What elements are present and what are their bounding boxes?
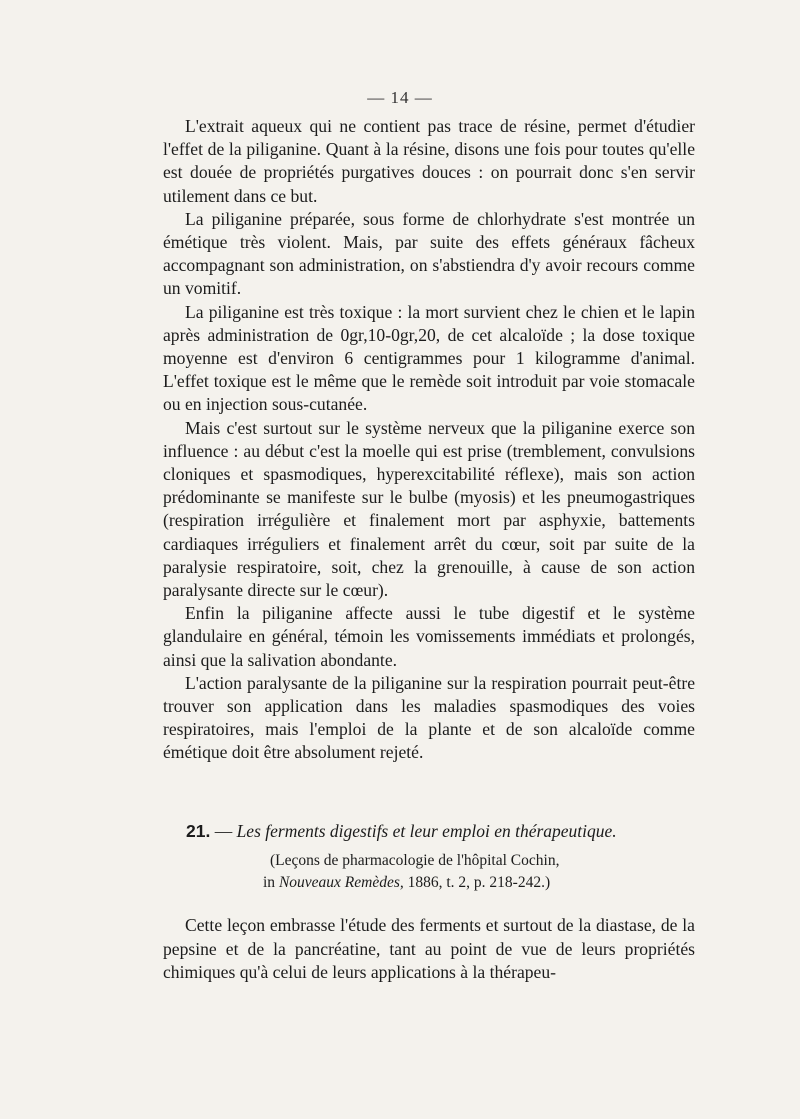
citation-line-1: (Leçons de pharmacologie de l'hôpital Cochin,: [270, 852, 560, 869]
paragraph-5: Enfin la piliganine affecte aussi le tube digestif et le système glandulaire en général, témoin les vomissements immédiats et prolongés, ainsi que la salivation abondante.: [163, 603, 695, 670]
citation-prefix: in: [263, 874, 279, 891]
citation: [200, 850, 680, 894]
paragraph-1: L'extrait aqueux qui ne contient pas trace de résine, permet d'étudier l'effet de la piliganine. Quant à la résine, disons une fois pour toutes qu'elle est douée de propriétés purgatives douces : on pourrait donc s'en servir utilement dans ce but.: [163, 116, 695, 206]
section-heading: [186, 819, 706, 843]
citation-line-2: [200, 872, 680, 894]
body-text: [163, 115, 695, 765]
section-title: Les ferments digestifs et leur emploi en thérapeutique.: [236, 821, 617, 841]
section-number: 21.: [186, 821, 211, 841]
page-number: — 14 —: [367, 88, 433, 107]
paragraph-2: La piliganine préparée, sous forme de chlorhydrate s'est montrée un émétique très violent. Mais, par suite des effets généraux fâcheux accompagnant son administration, on s'abstiendra d'y avoir recours comme un vomitif.: [163, 208, 695, 299]
final-text: [163, 914, 695, 985]
final-paragraph: Cette leçon embrasse l'étude des ferments et surtout de la diastase, de la pepsine et de la pancréatine, tant au point de vue de leurs propriétés chimiques qu'à celui de leurs applications à la thérapeu-: [163, 915, 695, 982]
paragraph-3: La piliganine est très toxique : la mort survient chez le chien et le lapin après administration de 0gr,10-0gr,20, de cet alcaloïde ; la dose toxique moyenne est d'environ 6 centigrammes pour 1 kilogramme d'animal. L'effet toxique est le même que le remède soit introduit par voie stomacale ou en injection sous-cutanée.: [163, 301, 695, 415]
citation-journal: Nouveaux Remèdes,: [278, 874, 404, 891]
paragraph-4: Mais c'est surtout sur le système nerveux que la piliganine exerce son influence : au début c'est la moelle qui est prise (tremblement, convulsions cloniques et spasmodiques, hyperexcitabilité réflexe), mais son action prédominante se manifeste sur le bulbe (myosis) et les pneumogastriques (respiration irrégulière et finalement mort par asphyxie, battements cardiaques irréguliers et finalement arrêt du cœur, soit par suite de la paralysie respiratoire, soit, chez la grenouille, à cause de son action paralysante directe sur le cœur).: [163, 417, 695, 601]
paragraph-6: L'action paralysante de la piliganine sur la respiration pourrait peut-être trouver son application dans les maladies spasmodiques des voies respiratoires, mais l'emploi de la plante et de son alcaloïde comme émétique doit être absolument rejeté.: [163, 672, 695, 763]
citation-suffix: 1886, t. 2, p. 218-242.): [403, 874, 551, 891]
section-dash: —: [214, 821, 233, 841]
